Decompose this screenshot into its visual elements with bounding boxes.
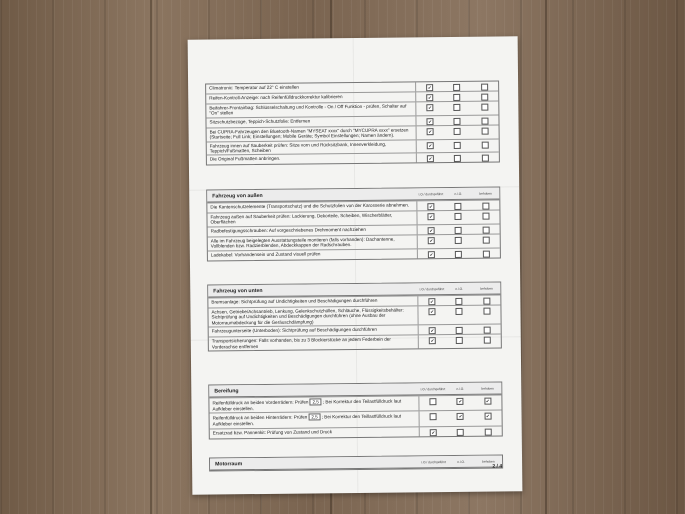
checklist-paper <box>188 36 523 494</box>
empty-checkbox[interactable] <box>483 308 490 315</box>
checked-checkbox[interactable]: ✔ <box>430 309 435 315</box>
empty-checkbox[interactable] <box>454 128 461 135</box>
column-header: behoben <box>481 386 494 391</box>
checklist-item-text: Beifahrer-Frontairbag: Schlüsselschaltung und Kontrolle - On / Off Funktion - prüfen, Schalter auf "On" stellen <box>206 102 416 117</box>
section-title: Fahrzeug von außen <box>212 192 263 199</box>
checked-checkbox[interactable]: ✔ <box>428 156 433 162</box>
column-header: n.i.O. <box>456 386 465 391</box>
empty-checkbox[interactable] <box>483 298 490 305</box>
column-headers <box>417 191 499 196</box>
checklist-item-text: Bremsanlage: Sichtprüfung auf Undichtigkeiten und Beschädigungen durchführen <box>208 296 418 307</box>
empty-checkbox[interactable] <box>482 141 489 148</box>
section-motorraum <box>209 454 503 471</box>
empty-checkbox[interactable] <box>485 428 492 435</box>
checked-checkbox[interactable]: ✔ <box>485 414 490 420</box>
section-top <box>205 80 500 166</box>
empty-checkbox[interactable] <box>481 84 488 91</box>
tire-pressure-field[interactable]: 2,5 <box>309 398 321 405</box>
page-number: 2 / 4 <box>492 463 503 470</box>
checked-checkbox[interactable]: ✔ <box>428 128 433 135</box>
item-text-before: Reifenfülldruck an beiden Vorderrädern: Prüfen <box>212 399 309 406</box>
section-bereifung <box>208 381 503 439</box>
checked-checkbox[interactable]: ✔ <box>429 251 434 257</box>
empty-checkbox[interactable] <box>454 142 461 149</box>
empty-checkbox[interactable] <box>455 251 462 258</box>
empty-checkbox[interactable] <box>456 327 463 334</box>
column-header: i.O./ durchgeführt <box>420 386 446 391</box>
checklist-item-text: Die Original Fußmatten anbringen. <box>207 154 417 165</box>
checklist-item-text <box>209 396 419 413</box>
item-text-after: ; Bei Korrektur den Teilastfülldruck laut Aufkleber einstellen. <box>212 398 402 412</box>
empty-checkbox[interactable] <box>455 203 462 210</box>
checked-checkbox[interactable]: ✔ <box>485 398 490 404</box>
empty-checkbox[interactable] <box>483 327 490 334</box>
checklist-item-text <box>210 412 420 429</box>
checked-checkbox[interactable]: ✔ <box>430 328 435 334</box>
empty-checkbox[interactable] <box>481 117 488 124</box>
checked-checkbox[interactable]: ✔ <box>430 338 435 344</box>
empty-checkbox[interactable] <box>456 298 463 305</box>
empty-checkbox[interactable] <box>454 84 461 91</box>
empty-checkbox[interactable] <box>482 213 489 220</box>
empty-checkbox[interactable] <box>455 237 462 244</box>
checked-checkbox[interactable]: ✔ <box>427 95 432 101</box>
column-headers <box>419 386 501 391</box>
checklist-row <box>208 304 500 326</box>
empty-checkbox[interactable] <box>482 155 489 162</box>
checked-checkbox[interactable]: ✔ <box>429 214 434 220</box>
checked-checkbox[interactable]: ✔ <box>428 118 433 125</box>
checklist-item-text: Radbefestigungsschrauben: Auf vorgeschriebenes Drehmoment nachziehen <box>208 225 418 236</box>
item-text-before: Reifenfülldruck an beiden Hinterrädern: Prüfen <box>212 414 308 421</box>
section-title: Fahrzeug von unten <box>213 287 263 294</box>
checked-checkbox[interactable]: ✔ <box>458 398 463 404</box>
checklist-item-text: Transportsicherungen: Falls vorhanden, bis zu 3 Blockierstücke an jedem Federbein der Vorderachse entfernen <box>209 336 419 351</box>
empty-checkbox[interactable] <box>481 127 488 134</box>
section-header <box>210 455 502 470</box>
empty-checkbox[interactable] <box>454 104 461 111</box>
checklist-item-text: Fahrzeug außen auf Sauberkeit prüfen: Lackierung, Dekorteile, Scheiben, Wischerblätter, Oberflächen <box>207 211 417 226</box>
item-text-after: ; Bei Korrektur den Teillastfülldruck laut Aufkleber einstellen. <box>212 413 402 427</box>
empty-checkbox[interactable] <box>455 213 462 220</box>
column-header: n.i.O. <box>454 191 463 196</box>
checklist-row <box>209 394 501 412</box>
column-header: behoben <box>482 459 495 464</box>
column-header: i.O./ durchgeführt <box>419 286 445 291</box>
checklist-item-text: Fahrzeug innen auf Sauberkeit prüfen: Sitze vorn und Rücksitzbank, Innenverkleidung, Teppich/Fußmatten, Scheiben <box>207 140 417 155</box>
checked-checkbox[interactable]: ✔ <box>458 414 463 420</box>
section-unten <box>207 281 502 351</box>
column-header: i.O./ durchgeführt <box>421 459 447 464</box>
checklist-item-text: Achsen, Getriebe/Achsantrieb, Lenkung, Gelenkschutzhüllen, Schläuche, Flüssigkeitsbehälter: Sichtprüfung auf Undichtigkeiten und Beschädigungen durchführen (ohne Ausbau der Motorraumabdeckung für die Geräuschdämpfung) <box>208 306 418 326</box>
empty-checkbox[interactable] <box>455 227 462 234</box>
empty-checkbox[interactable] <box>454 118 461 125</box>
checked-checkbox[interactable]: ✔ <box>428 105 432 111</box>
column-headers <box>418 286 500 291</box>
empty-checkbox[interactable] <box>483 236 490 243</box>
checklist-item-text: Climatronic: Temperatur auf 22° C einstellen <box>206 82 416 93</box>
column-headers <box>420 459 502 464</box>
empty-checkbox[interactable] <box>483 250 490 257</box>
checklist-item-text: Bei CUPRA-Fahrzeugen den Bluetooth-Namen "MYSEAT xxxx" durch "MYCUPRA xxxx" ersetzen (Startseite; Full Link; Einstellungen; Mobile Geräte; Symbol Einstellungen; Namen ändern). <box>207 126 417 141</box>
column-header: behoben <box>480 286 493 291</box>
empty-checkbox[interactable] <box>454 155 461 162</box>
tire-pressure-field[interactable]: 2,5 <box>308 414 320 421</box>
checklist-item-text: Alle im Fahrzeug beigelegten Ausstattungsteile montieren (falls vorhanden): Dachantenne, Vollblenden bzw. Radzierblenden, Abdeckkappen der Radschrauben. <box>208 235 418 250</box>
checklist-item-text: Fahrzeugunterseite (Unterboden): Sichtprüfung auf Beschädigungen durchführen <box>209 326 419 337</box>
column-header: behoben <box>479 191 492 196</box>
checklist-item-text: Reifen-Kontroll-Anzeige: nach Reifenfülldruckkorrektur kalibrieren <box>206 92 416 103</box>
column-header: i.O./ durchgeführt <box>418 191 444 196</box>
checklist-row <box>210 410 502 428</box>
checked-checkbox[interactable]: ✔ <box>429 204 433 210</box>
checked-checkbox[interactable]: ✔ <box>428 142 433 148</box>
checked-checkbox[interactable]: ✔ <box>429 237 434 244</box>
checklist-item-text: Ladekabel: Vorhandensein und Zustand visuell prüfen <box>208 249 418 260</box>
column-header: n.i.O. <box>455 286 464 291</box>
empty-checkbox[interactable] <box>482 203 489 210</box>
empty-checkbox[interactable] <box>430 414 437 421</box>
checklist-item-text: Die Kantenschutzelemente (Transportschutz) und die Schutzfolien von der Karosserie abnehmen. <box>207 201 417 212</box>
checklist-item-text: Sitzschutzbezüge, Teppich-Schutzfolie: Entfernen <box>206 116 416 127</box>
checked-checkbox[interactable]: ✔ <box>430 299 434 305</box>
checked-checkbox[interactable]: ✔ <box>431 429 436 436</box>
checked-checkbox[interactable]: ✔ <box>427 85 432 91</box>
empty-checkbox[interactable] <box>430 398 437 405</box>
empty-checkbox[interactable] <box>482 226 489 233</box>
empty-checkbox[interactable] <box>481 104 488 111</box>
column-header: n.i.O. <box>457 459 465 464</box>
section-title: Bereifung <box>214 387 239 394</box>
empty-checkbox[interactable] <box>484 337 491 344</box>
empty-checkbox[interactable] <box>457 429 464 436</box>
empty-checkbox[interactable] <box>456 337 463 344</box>
checked-checkbox[interactable]: ✔ <box>429 227 434 234</box>
section-aussen <box>206 186 501 261</box>
empty-checkbox[interactable] <box>454 94 461 101</box>
empty-checkbox[interactable] <box>456 308 463 315</box>
section-title: Motorraum <box>215 460 243 467</box>
checklist-item-text: Ersatzrad bzw. Pannenkit: Prüfung von Zustand und Druck <box>210 427 420 438</box>
empty-checkbox[interactable] <box>481 94 488 101</box>
